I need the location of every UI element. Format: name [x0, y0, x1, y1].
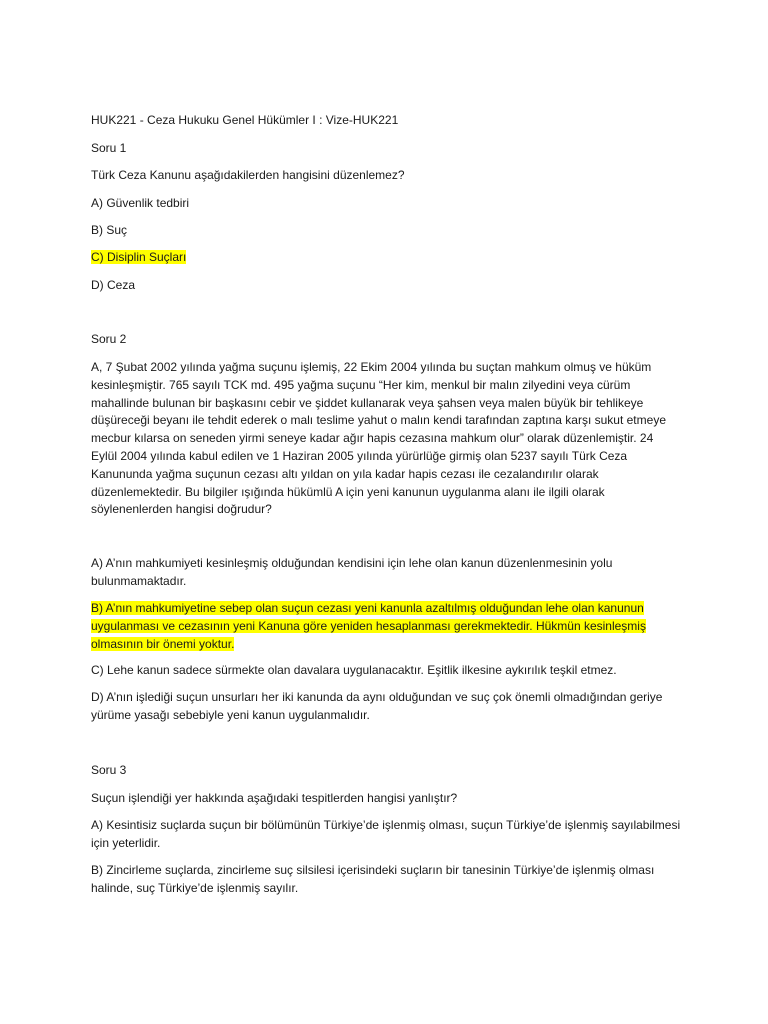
question-3-text: Suçun işlendiği yer hakkında aşağıdaki tespitlerden hangisi yanlıştır?: [91, 791, 458, 805]
question-1-option-d: D) Ceza: [91, 278, 136, 292]
question-1-option-b: B) Suç: [91, 223, 128, 237]
question-2-option-a: A) A’nın mahkumiyeti kesinleşmiş olduğundan kendisini için lehe olan kanun düzenlenmesinin yolu bulunmamaktadır.: [91, 556, 613, 588]
document-title: HUK221 - Ceza Hukuku Genel Hükümler I : Vize-HUK221: [91, 113, 399, 127]
question-2-text: A, 7 Şubat 2002 yılında yağma suçunu işlemiş, 22 Ekim 2004 yılında bu suçtan mahkum olmuş ve hüküm kesinleşmiştir. 765 sayılı TCK md. 495 yağma suçunu “Her kim, menkul bir malın zilyedini veya cürüm mahallinde bulunan bir başkasını cebir ve şiddet kullanarak veya şahsen veya malen büyük bir tehlikeye düşüreceği beyanı ile tehdit ederek o malı teslime yahut o malın kendi tarafından zaptına karşı sukut etmeye mecbur kılarsa on seneden yirmi seneye kadar ağır hapis cezasına mahkum olur” olarak düzenlemiştir. 24 Eylül 2004 yılında kabul edilen ve 1 Haziran 2005 yılında yürürlüğe girmiş olan 5237 sayılı Türk Ceza Kanununda yağma suçunun cezası altı yıldan on yıla kadar hapis cezası ile cezalandırılır olarak düzenlemektedir. Bu bilgiler ışığında hükümlü A için yeni kanunun uygulanma alanı ile ilgili olarak söylenenlerden hangisi doğrudur?: [91, 360, 666, 517]
question-1-text: Türk Ceza Kanunu aşağıdakilerden hangisini düzenlemez?: [91, 168, 405, 182]
question-1-label: Soru 1: [91, 141, 127, 155]
question-3-option-a: A) Kesintisiz suçlarda suçun bir bölümünün Türkiye’de işlenmiş olması, suçun Türkiye’de işlenmiş sayılabilmesi için yeterlidir.: [91, 818, 681, 850]
question-2-option-c: C) Lehe kanun sadece sürmekte olan davalara uygulanacaktır. Eşitlik ilkesine aykırılık teşkil etmez.: [91, 663, 617, 677]
question-2-option-b: [91, 600, 681, 653]
highlighted-answer: B) A’nın mahkumiyetine sebep olan suçun cezası yeni kanunla azaltılmış olduğundan lehe olan kanunun uygulanması ve cezasının yeni Kanuna göre yeniden hesaplanması gerekmektedir. Hükmün kesinleşmiş olmasının bir önemi yoktur.: [91, 601, 646, 651]
question-1-option-a: A) Güvenlik tedbiri: [91, 196, 190, 210]
question-2-label: Soru 2: [91, 332, 127, 346]
question-2-option-d: D) A’nın işlediği suçun unsurları her iki kanunda da aynı olduğundan ve suç çok önemli olmadığından geriye yürüme yasağı sebebiyle yeni kanun uygulanmalıdır.: [91, 690, 663, 722]
highlighted-answer: C) Disiplin Suçları: [91, 250, 187, 264]
question-3-label: Soru 3: [91, 763, 127, 777]
question-3-option-b: B) Zincirleme suçlarda, zincirleme suç silsilesi içerisindeki suçların bir tanesinin Türkiye’de işlenmiş olması halinde, suç Türkiye’de işlenmiş sayılır.: [91, 863, 655, 895]
question-1-option-c: [91, 249, 681, 267]
